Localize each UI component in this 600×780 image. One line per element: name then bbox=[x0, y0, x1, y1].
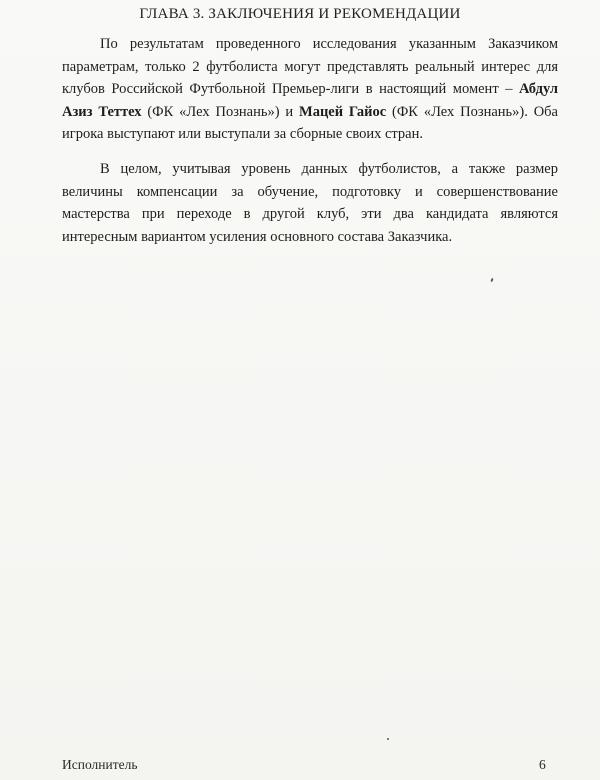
paragraph-recommendation bbox=[62, 158, 558, 248]
player-name-2: Мацей Гайос bbox=[299, 103, 387, 120]
footer-executor-label: Исполнитель bbox=[62, 757, 138, 772]
scan-speck bbox=[490, 278, 493, 282]
paragraph-text: В целом, учитывая уровень данных футболистов, а также размер величины компенсации за обучение, подготовку и совершенствование мастерства при переходе в другой клуб, эти два кандидата являются интересным вариантом усиления основного состава Заказчика. bbox=[62, 161, 558, 245]
chapter-heading: ГЛАВА 3. ЗАКЛЮЧЕНИЯ И РЕКОМЕНДАЦИИ bbox=[139, 6, 461, 22]
player-club-2: (ФК «Лех Познань»). Оба игрока выступают или выступали за сборные своих стран. bbox=[62, 103, 558, 142]
paragraph-conclusion bbox=[62, 33, 558, 146]
paragraph-text: По результатам проведенного исследования указанным Заказчиком параметрам, только 2 футболиста могут представлять реальный интерес для клубов Российской Футбольной Премьер-лиги в настоящий момент – bbox=[62, 36, 558, 97]
page-number: 6 bbox=[539, 757, 546, 772]
player-club-1: (ФК «Лех Познань») и bbox=[141, 103, 300, 120]
player-name-1: Абдул Азиз Теттех bbox=[62, 81, 558, 120]
scan-speck bbox=[387, 738, 389, 740]
